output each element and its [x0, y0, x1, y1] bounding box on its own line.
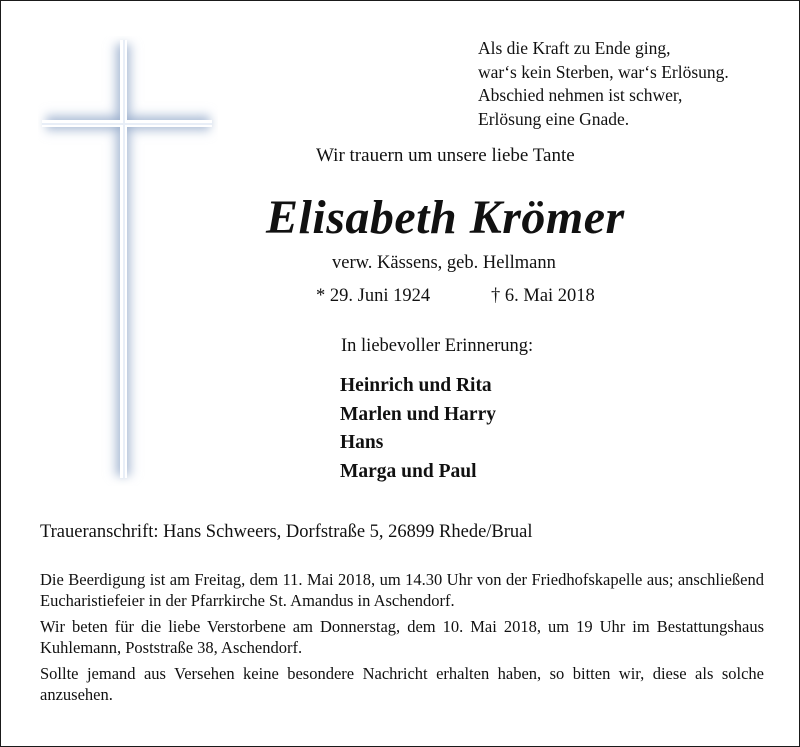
poem: [478, 37, 778, 131]
mourner-entry: Marlen und Harry: [340, 403, 496, 425]
mourner-entry: Hans: [340, 432, 384, 453]
prayer-paragraph: Wir beten für die liebe Verstorbene am Donnerstag, dem 10. Mai 2018, um 19 Uhr im Bestattungshaus Kuhlemann, Poststraße 38, Aschendorf.: [40, 617, 764, 657]
cross-icon: [38, 36, 218, 486]
notice-paragraph: Sollte jemand aus Versehen keine besondere Nachricht erhalten haben, so bitten wir, diese als solche anzusehen.: [40, 664, 764, 704]
poem-line: Als die Kraft zu Ende ging,: [478, 38, 671, 58]
remembrance-heading: In liebevoller Erinnerung:: [341, 336, 534, 356]
maiden-name: verw. Kässens, geb. Hellmann: [332, 253, 556, 273]
poem-line: Erlösung eine Gnade.: [478, 108, 630, 129]
birth-date: * 29. Juni 1924: [316, 286, 431, 306]
mourners-list: [340, 372, 496, 486]
funeral-paragraph: Die Beerdigung ist am Freitag, dem 11. Mai 2018, um 14.30 Uhr von der Friedhofskapelle aus; anschließend Eucharistiefeier in der Pfarrkirche St. Amandus in Aschendorf.: [40, 570, 764, 610]
funeral-details: [40, 570, 764, 711]
death-date: † 6. Mai 2018: [491, 286, 595, 306]
mourner-entry: Heinrich und Rita: [340, 375, 492, 396]
deceased-name: Elisabeth Krömer: [266, 191, 625, 244]
poem-line: Abschied nehmen ist schwer,: [478, 85, 683, 105]
poem-line: war‘s kein Sterben, war‘s Erlösung.: [478, 61, 729, 82]
life-dates: [316, 286, 636, 307]
mourner-entry: Marga und Paul: [340, 460, 477, 482]
intro-text: Wir trauern um unsere liebe Tante: [316, 145, 575, 166]
mourning-address: Traueranschrift: Hans Schweers, Dorfstraße 5, 26899 Rhede/Brual: [40, 522, 533, 542]
